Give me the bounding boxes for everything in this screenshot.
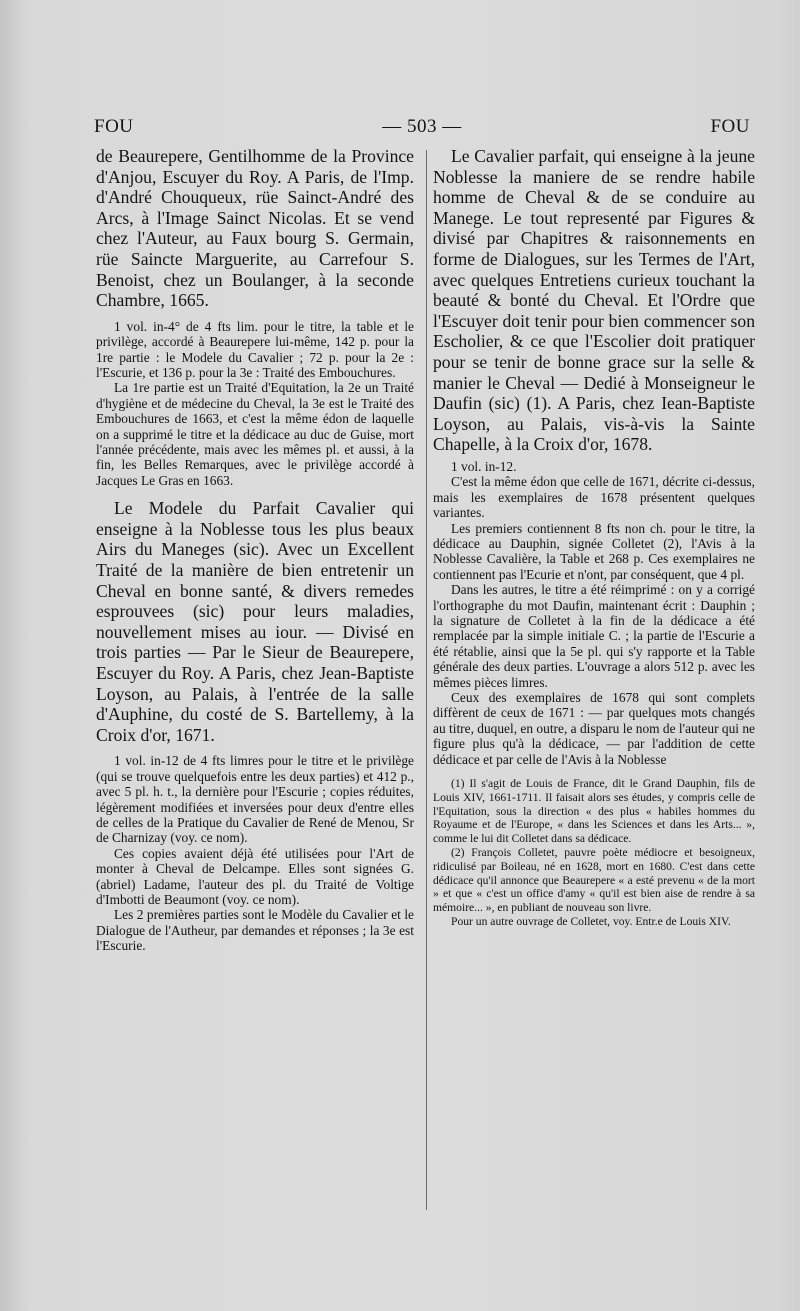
column-divider: [426, 150, 427, 1210]
entry-1-note: La 1re partie est un Traité d'Equitation, la 2e un Traité d'hygiène et de médecine du Cheval, la 3e est le Traité des Embouchures de 1663, et c'est la même édon de laquelle on a supprimé le titre et la dédicace au duc de Guise, mort l'année précédente, mais avec les mêmes pl. et aussi, à la fin, les Belles Remarques, avec le privilège accordé à Jacques Le Gras en 1663.: [96, 380, 414, 488]
running-header: [94, 116, 750, 144]
entry-3-paragraph-3: Dans les autres, le titre a été réimprimé : on y a corrigé l'orthographe du mot Daufin, maintenant écrit : Dauphin ; la signature de Colletet à la fin de la dédicace a été remplacée par la simple initiale C. ; la partie de l'Escurie a été rétablie, ainsi que la 5e pl. qui s'y rapporte et la Table générale des deux parties. L'ouvrage a alors 512 p. avec les mêmes pièces limres.: [433, 582, 755, 690]
header-right-keyword: FOU: [710, 116, 750, 137]
right-column: [433, 146, 755, 929]
left-column: [96, 146, 414, 954]
footnote-3: Pour un autre ouvrage de Colletet, voy. Entr.e de Louis XIV.: [451, 915, 731, 928]
entry-3-paragraph-4: Ceux des exemplaires de 1678 qui sont complets diffèrent de ceux de 1671 : — par quelques mots changés au titre, duquel, en outre, a disparu le nom de l'auteur qui ne figure plus qu'à la dédicace, — par l'addition de cette dédicace et par celle de l'Avis à la Noblesse: [433, 690, 755, 767]
header-left-keyword: FOU: [94, 116, 134, 137]
entry-1-description: 1 vol. in-4° de 4 fts lim. pour le titre, la table et le privilège, accordé à Beaurepere lui-même, 142 p. pour la 1re partie : le Modele du Cavalier ; 72 p. pour la 2e : l'Escurie, et 136 p. pour la 3e : Traité des Embouchures.: [96, 318, 414, 380]
entry-2-description: 1 vol. in-12 de 4 fts limres pour le titre et le privilège (qui se trouve quelquefois entre les deux parties) et 412 p., avec 5 pl. h. t., la dernière pour l'Escurie ; copies réduites, légèrement modifiées et inversées pour deux d'entre elles de celles de la Pratique du Cavalier de René de Menou, Sr de Charnizay (voy. ce nom).: [96, 753, 414, 846]
entry-1-title-continuation: de Beaurepere, Gentilhomme de la Province d'Anjou, Escuyer du Roy. A Paris, de l'Imp. d'André Chouqueux, rüe Sainct-André des Arcs, à l'Image Sainct Nicolas. Et se vend chez l'Auteur, au Faux bourg S. Germain, rüe Saincte Marguerite, au Carrefour S. Benoist, chez un Boulanger, à la seconde Chambre, 1665.: [96, 146, 414, 311]
entry-3-paragraph-2: Les premiers contiennent 8 fts non ch. pour le titre, la dédicace au Dauphin, signée Colletet (2), l'Avis à la Noblesse Cavalière, la Table et 268 p. Ces exemplaires ne contiennent pas l'Ecurie et n'ont, par conséquent, que 4 pl.: [433, 520, 755, 582]
footnote-2: (2) François Colletet, pauvre poète médiocre et besoigneux, ridiculisé par Boileau, né en 1628, mort en 1680. C'est dans cette dédicace qu'il annonce que Beaurepere « a esté prevenu « de la mort » et que « c'est un office d'amy « qu'il est bien aise de rendre à sa mémoire... », en publiant de nouveau son livre.: [433, 846, 755, 915]
footnotes: [433, 777, 755, 929]
entry-2-note-2: Les 2 premières parties sont le Modèle du Cavalier et le Dialogue de l'Autheur, par demandes et réponses ; la 3e est l'Escurie.: [96, 907, 414, 954]
entry-3-title: Le Cavalier parfait, qui enseigne à la jeune Noblesse la maniere de se rendre habile homme de Cheval & de se conduire au Manege. Le tout representé par Figures & divisé par Chapitres & raisonnements en forme de Dialogues, sur les Termes de l'Art, avec quelques Entretiens curieux touchant la beauté & bonté du Cheval. Et l'Ordre que l'Escuyer doit tenir pour bien commencer son Escholier, & ce que l'Escolier doit pratiquer pour se tenir de bonne grace sur la selle & manier le Cheval — Dedié à Monseigneur le Daufin (sic) (1). A Paris, chez Iean-Baptiste Loyson, au Palais, vis-à-vis la Sainte Chapelle, à la Croix d'or, 1678.: [433, 146, 755, 455]
footnote-1: (1) Il s'agit de Louis de France, dit le Grand Dauphin, fils de Louis XIV, 1661-1711. Il faisait alors ses études, y compris celle de l'Equitation, sous la direction « des plus « habiles hommes du Royaume et de l'Europe, « dans les Sciences et dans les Arts... », comme le lui dit Colletet dans sa dédicace.: [433, 777, 755, 846]
page-number: — 503 —: [382, 116, 462, 137]
entry-2-note-1: Ces copies avaient déjà été utilisées pour l'Art de monter à Cheval de Delcampe. Elles sont signées G.(abriel) Ladame, l'auteur des pl. du Traité de Voltige d'Imbotti de Beaumont (voy. ce nom).: [96, 845, 414, 907]
entry-3-paragraph-1: C'est la même édon que celle de 1671, décrite ci-dessus, mais les exemplaires de 1678 présentent quelques variantes.: [433, 474, 755, 521]
entry-2-title: Le Modele du Parfait Cavalier qui enseigne à la Noblesse tous les plus beaux Airs du Maneges (sic). Avec un Excellent Traité de la manière de bien entretenir un Cheval en bonne santé, & divers remedes esprouvees (sic) pour leurs maladies, nouvellement mises au iour. — Divisé en trois parties — Par le Sieur de Beaurepere, Escuyer du Roy. A Paris, chez Jean-Baptiste Loyson, au Palais, à l'entrée de la salle d'Auphine, du costé de S. Bartellemy, à la Croix d'or, 1671.: [96, 498, 414, 745]
entry-3-format: 1 vol. in-12.: [451, 458, 517, 474]
